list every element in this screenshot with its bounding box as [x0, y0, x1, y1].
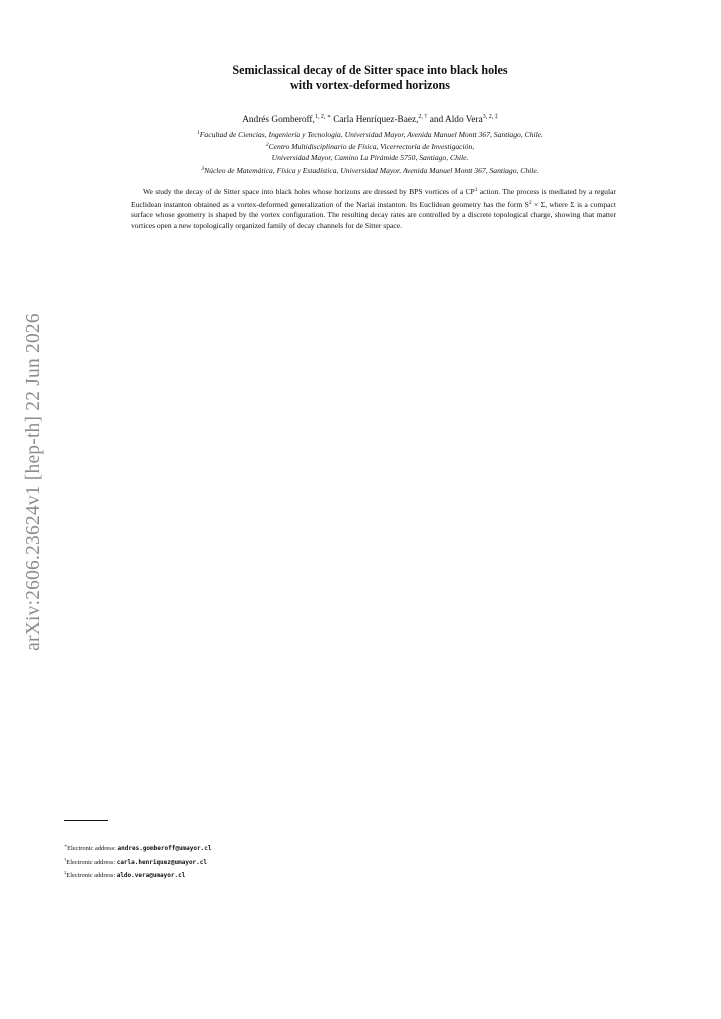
author-2-marks: 2, † — [418, 114, 428, 120]
affiliation-1-text: Facultad de Ciencias, Ingeniería y Tecnología, Universidad Mayor, Avenida Manuel Montt 367, Santiago, Chile. — [199, 130, 543, 139]
author-3-marks: 3, 2, ‡ — [482, 114, 498, 120]
author-list — [100, 111, 640, 126]
author-3-name: Aldo Vera — [445, 115, 483, 125]
abstract — [131, 185, 616, 231]
author-conjunction: and — [429, 115, 444, 125]
affiliations — [80, 128, 660, 176]
abstract-part-3: × Σ, where Σ is a compact surface whose geometry is shaped by the vortex configuration. The resulting decay rates are controlled by a discrete topological charge, showing that matter vortices open a new topologically organized family of decay channels for de Sitter space. — [131, 199, 616, 230]
abstract-paragraph — [131, 185, 616, 231]
affiliation-2-continued — [80, 152, 660, 163]
footnote-2-email[interactable]: carla.henriquez@umayor.cl — [116, 858, 208, 866]
footnote-2-mark: † — [64, 856, 67, 862]
author-1-name: Andrés Gomberoff, — [242, 115, 315, 125]
affiliation-1 — [80, 128, 660, 140]
title-line-1: Semiclassical decay of de Sitter space into black holes — [232, 63, 508, 77]
affiliation-3 — [80, 164, 660, 176]
title-line-2: with vortex-deformed horizons — [290, 78, 450, 92]
affiliation-3-mark: 3 — [201, 165, 205, 172]
abstract-sup-1: 1 — [474, 187, 478, 193]
affiliation-2-mark: 2 — [265, 142, 269, 149]
footnote-1-mark: ∗ — [64, 843, 68, 848]
footnote-divider — [64, 820, 108, 821]
affiliation-2 — [80, 140, 660, 152]
affiliation-3-text: Núcleo de Matemática, Física y Estadística, Universidad Mayor, Avenida Manuel Montt 367, Santiago, Chile. — [204, 165, 539, 175]
abstract-part-2: action. The process is mediated by a regular Euclidean instanton obtained as a vortex-deformed generalization of the Nariai instanton. Its Euclidean geometry has the form S — [131, 187, 616, 209]
footnote-3-label: Electronic address: — [66, 872, 117, 879]
footnote-1-label: Electronic address: — [67, 845, 118, 852]
footnote-1 — [64, 841, 464, 855]
abstract-sup-2: 2 — [528, 199, 532, 206]
author-1-marks: 1, 2, ∗ — [314, 114, 331, 120]
abstract-part-1: We study the decay of de Sitter space into black holes whose horizons are dressed by BPS vortices of a CP — [143, 187, 475, 196]
footnotes — [64, 841, 464, 882]
affiliation-2-line-2: Universidad Mayor, Camino La Pirámide 5750, Santiago, Chile. — [271, 153, 469, 163]
arxiv-stamp: arXiv:2606.23624v1 [hep-th] 22 Jun 2026 — [23, 313, 44, 651]
author-2-name: Carla Henríquez-Baez, — [333, 115, 419, 125]
footnote-1-email[interactable]: andres.gomberoff@umayor.cl — [117, 845, 212, 852]
footnote-2 — [64, 855, 464, 869]
affiliation-2-line-1: Centro Multidisciplinario de Física, Vicerrectoría de Investigación, — [268, 142, 475, 152]
footnote-3 — [64, 868, 464, 882]
footnote-3-email[interactable]: aldo.vera@umayor.cl — [116, 872, 186, 879]
paper-title — [100, 63, 640, 93]
footnote-3-mark: ‡ — [64, 870, 67, 875]
affiliation-1-mark: 1 — [197, 130, 200, 136]
footnote-2-label: Electronic address: — [66, 858, 117, 866]
